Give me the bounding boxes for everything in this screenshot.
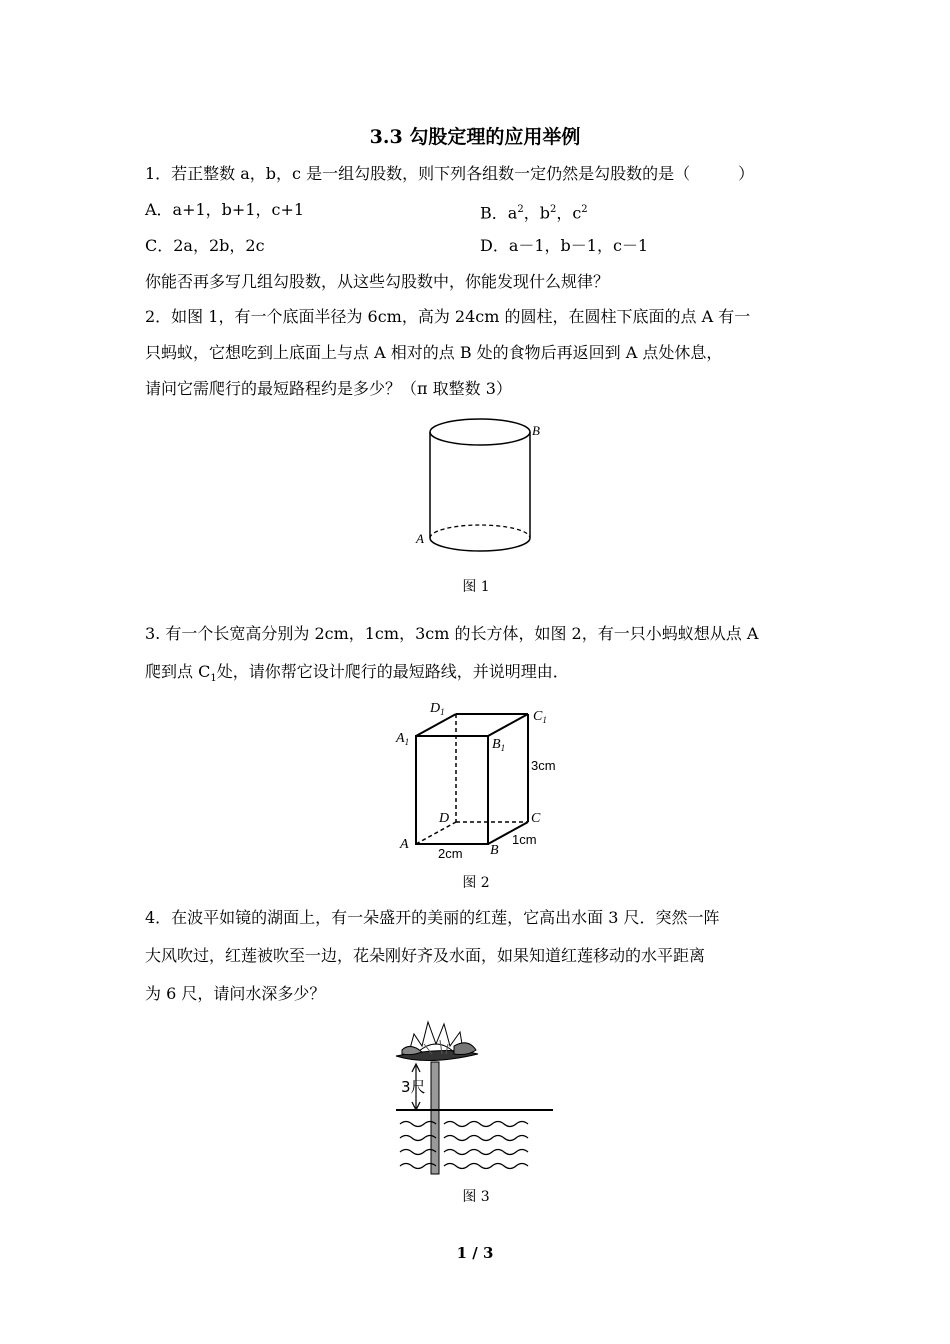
q1-followup: 你能否再多写几组勾股数，从这些勾股数中，你能发现什么规律？ <box>145 272 610 291</box>
label-a: A <box>400 837 409 852</box>
q2-line-2: 只蚂蚁，它想吃到上底面上与点 A 相对的点 B 处的食物后再返回到 A 点处休息， <box>145 343 723 362</box>
lotus-flower-icon <box>396 1022 478 1061</box>
cylinder-figure <box>410 410 550 560</box>
q1-stem: 1．若正整数 a，b，c 是一组勾股数，则下列各组数一定仍然是勾股数的是（ ） <box>145 164 755 183</box>
lotus-figure <box>388 1016 558 1180</box>
label-a1: $A_1$ <box>396 731 410 747</box>
q1-option-c: C．2a，2b，2c <box>145 236 265 255</box>
figure-2-caption: 图 2 <box>462 875 490 891</box>
q1-option-d: D．a－1，b－1，c－1 <box>480 236 649 255</box>
q4-line-1: 4．在波平如镜的湖面上，有一朵盛开的美丽的红莲，它高出水面 3 尺．突然一阵 <box>145 908 720 927</box>
q4-line-2: 大风吹过，红莲被吹至一边，花朵刚好齐及水面，如果知道红莲移动的水平距离 <box>145 946 706 965</box>
figure-1-caption: 图 1 <box>462 579 490 595</box>
length-label: 2cm <box>438 846 463 861</box>
q1-option-a: A．a+1，b+1，c+1 <box>145 200 305 219</box>
height-label: 3cm <box>531 758 556 773</box>
label-d: D <box>439 811 450 826</box>
label-c: C <box>531 811 541 826</box>
q2-line-3: 请问它需爬行的最短路程约是多少？（π 取整数 3） <box>145 379 512 398</box>
q3-line-1: 3. 有一个长宽高分别为 2cm，1cm，3cm 的长方体，如图 2，有一只小蚂蚁想从点 A <box>145 624 759 643</box>
water-waves <box>400 1122 528 1169</box>
q1-option-b: B．$a^2$，$b^2$，$c^2$ <box>480 203 588 223</box>
label-b1: $B_1$ <box>492 737 506 753</box>
label-a: A <box>416 531 424 546</box>
q3-line-2: 爬到点 $C_1$处，请你帮它设计爬行的最短路线，并说明理由． <box>145 662 569 685</box>
figure-3-caption: 图 3 <box>462 1189 490 1205</box>
cuboid-figure <box>392 696 572 864</box>
page-title: 3.3 勾股定理的应用举例 <box>369 126 581 148</box>
label-d1: $D_1$ <box>430 701 445 717</box>
label-c1: $C_1$ <box>533 709 547 725</box>
height-label: 3尺 <box>401 1078 426 1096</box>
page-number: 1 / 3 <box>456 1244 494 1262</box>
label-b: B <box>532 423 540 438</box>
q2-line-1: 2．如图 1，有一个底面半径为 6cm，高为 24cm 的圆柱，在圆柱下底面的点 A 有一 <box>145 307 751 326</box>
label-b: B <box>490 843 499 858</box>
q4-line-3: 为 6 尺，请问水深多少？ <box>145 984 326 1003</box>
width-label: 1cm <box>512 832 537 847</box>
